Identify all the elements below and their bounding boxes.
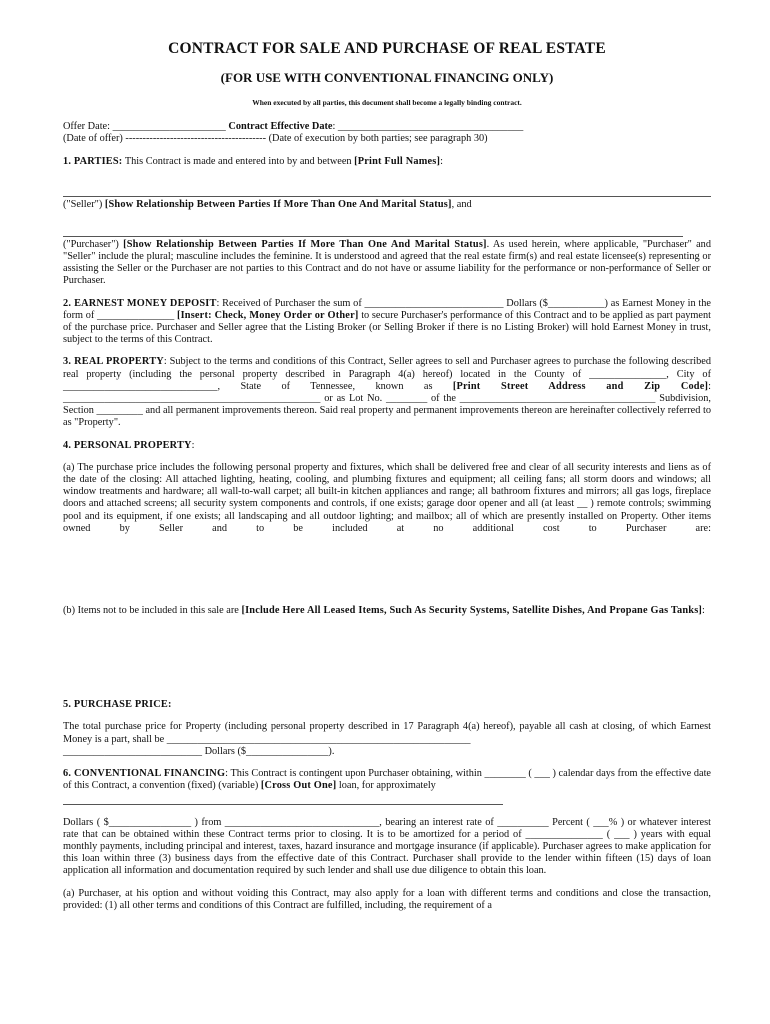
real-property-address: [Print Street Address and Zip Code] (452, 380, 709, 392)
contract-page (63, 40, 711, 912)
personal-property-b-include: [Include Here All Leased Items, Such As Security Systems, Satellite Dishes, And Propane Gas Tanks] (241, 605, 703, 617)
financing-a: (a) Purchaser, at his option and without voiding this Contract, may also apply for a loan with different terms and conditions and close the transaction, provided: (1) all other terms and conditions of this Contract are fulfilled, including, the requirement of a (63, 887, 711, 911)
offer-date-line (63, 121, 711, 133)
financing-text-1: : This Contract is contingent upon Purchaser obtaining, within ________ ( ___ ) calendar days from the effective date of this Contract, a convention (fixed) (variable) (63, 768, 711, 792)
purchase-price-heading: 5. PURCHASE PRICE: (63, 699, 172, 711)
personal-property-b-space[interactable] (63, 617, 711, 699)
binding-notice: When executed by all parties, this document shall become a legally binding contract. (252, 98, 522, 107)
earnest-insert: [Insert: Check, Money Order or Other] (176, 309, 359, 321)
seller-relationship: [Show Relationship Between Parties If More Than One And Marital Status] (104, 198, 452, 210)
seller-and: , and (451, 198, 472, 210)
purchaser-name-field[interactable] (63, 225, 683, 237)
effective-date-label: Contract Effective Date (228, 121, 333, 132)
personal-property-b-colon: : (702, 605, 705, 617)
personal-property-b-text: (b) Items not to be included in this sale are (63, 605, 242, 617)
real-property-heading: 3. REAL PROPERTY (63, 356, 164, 368)
seller-name-field[interactable] (63, 185, 711, 197)
purchase-price-text: The total purchase price for Property (including personal property described in 17 Paragraph 4(a) hereof), payable all cash at closing, of which Earnest Money is a part, shall be ___________________________________________________________ (63, 721, 711, 745)
financing-text-2: loan, for approximately (336, 780, 436, 792)
personal-property-colon: : (191, 439, 195, 451)
seller-label: ("Seller") (63, 198, 105, 210)
parties-text: This Contract is made and entered into by and between (122, 156, 355, 168)
section-purchase-price (63, 699, 711, 711)
purchase-price-dollars: ___________________________ Dollars ($________________). (63, 745, 335, 757)
section-parties (63, 156, 711, 168)
seller-line (63, 199, 711, 211)
section-real-property (63, 356, 711, 429)
parties-colon: : (440, 156, 443, 168)
financing-heading: 6. CONVENTIONAL FINANCING (63, 768, 226, 780)
purchaser-paragraph (63, 239, 711, 288)
financing-cross-out: [Cross Out One] (260, 780, 337, 792)
section-financing (63, 768, 711, 792)
offer-date-field[interactable]: ______________________ (112, 121, 226, 132)
earnest-text-1: : Received of Purchaser the sum of ___________________________ Dollars ($___________) as Earnest Money in the form of _______________ (63, 297, 711, 321)
purchaser-relationship: [Show Relationship Between Parties If More Than One And Marital Status] (123, 238, 487, 250)
effective-date-field[interactable]: : ____________________________________ (332, 121, 524, 132)
loan-type-field[interactable] (63, 793, 503, 805)
document-title: CONTRACT FOR SALE AND PURCHASE OF REAL ESTATE (168, 40, 606, 57)
personal-property-b (63, 605, 711, 617)
purchaser-text: . As used herein, where applicable, "Purchaser" and "Seller" include the plural; masculine includes the feminine. It is understood and agreed that the real estate firm(s) and real estate licensee(s) representing or assisting the Seller or the Purchaser are not parties to this Contract and do not have or assume liability for the performance or non-performance of Seller or Purchaser. (63, 238, 711, 287)
parties-print-names: [Print Full Names] (354, 156, 441, 168)
personal-property-a-space[interactable] (63, 535, 711, 605)
real-property-text-1: : Subject to the terms and conditions of this Contract, Seller agrees to sell and Purchaser agrees to purchase the following described real property (including the personal property described in Paragraph 4(a) hereof) located in the County of _______________, City of ______________________________, State of Tennessee, known as (63, 356, 711, 392)
earnest-text-2: to secure Purchaser's performance of this Contract and to be applied as part payment of the purchase price. Purchaser and Seller agree that the Listing Broker (or Selling Broker if there is no Listing Broker) will hold Earnest Money in trust, subject to the terms of this Contract. (63, 309, 711, 346)
personal-property-heading: 4. PERSONAL PROPERTY (63, 439, 192, 451)
document-subtitle: (FOR USE WITH CONVENTIONAL FINANCING ONLY) (220, 70, 554, 85)
earnest-heading: 2. EARNEST MONEY DEPOSIT (63, 297, 217, 309)
parties-heading: 1. PARTIES: (63, 156, 123, 168)
section-personal-property (63, 440, 711, 452)
purchaser-label: ("Purchaser") (63, 238, 124, 250)
financing-dollars: Dollars ( $________________ ) from ______________________________, bearing an interest rate of __________ Percent ( ___% ) or whatever interest rate that can be obtained within these Contract terms prior to closing. It is to be amortized for a period of _______________ ( ___ ) years with equal monthly payments, including principal and interest, taxes, hazard insurance and mortgage insurance (if applicable). Purchaser agrees to make application for this loan within three (3) business days from the effective date of this Contract. Purchaser shall provide to the lender within fifteen (15) days of loan application all information and documentation required by such lender and shall use due diligence to obtain this loan. (63, 816, 711, 877)
offer-date-label: Offer Date: (63, 121, 110, 132)
section-earnest-money (63, 298, 711, 347)
personal-property-a: (a) The purchase price includes the following personal property and fixtures, which shall be delivered free and clear of all security interests and liens as of the date of the closing: All attached lighting, heating, cooling, and plumbing fixtures and equipment; all ceiling fans; all storm doors and windows; all window treatments and hardware; all wall-to-wall carpet; all built-in kitchen appliances and range; all bathroom fixtures and mirrors; all gas logs, fireplace doors and attached screens; all security system components and controls, if one exists; garage door opener and all (at least __ ) remote controls; swimming pool and its equipment, if one exists; all landscaping and all outdoor lighting; and mailbox; all of which are presently installed on Property. Other items owned by Seller and to be included at no additional cost to Purchaser are: (63, 461, 711, 534)
offer-date-caption: (Date of offer) ----------------------------------------- (Date of execution by both parties; see paragraph 30) (63, 133, 488, 145)
real-property-text-2: : __________________________________________________ or as Lot No. ________ of the ______________________________________ Subdivision, Section _________ and all permanent improvements thereon. Said real property and permanent improvements thereon are hereinafter collectively referred to as "Property". (63, 380, 712, 429)
